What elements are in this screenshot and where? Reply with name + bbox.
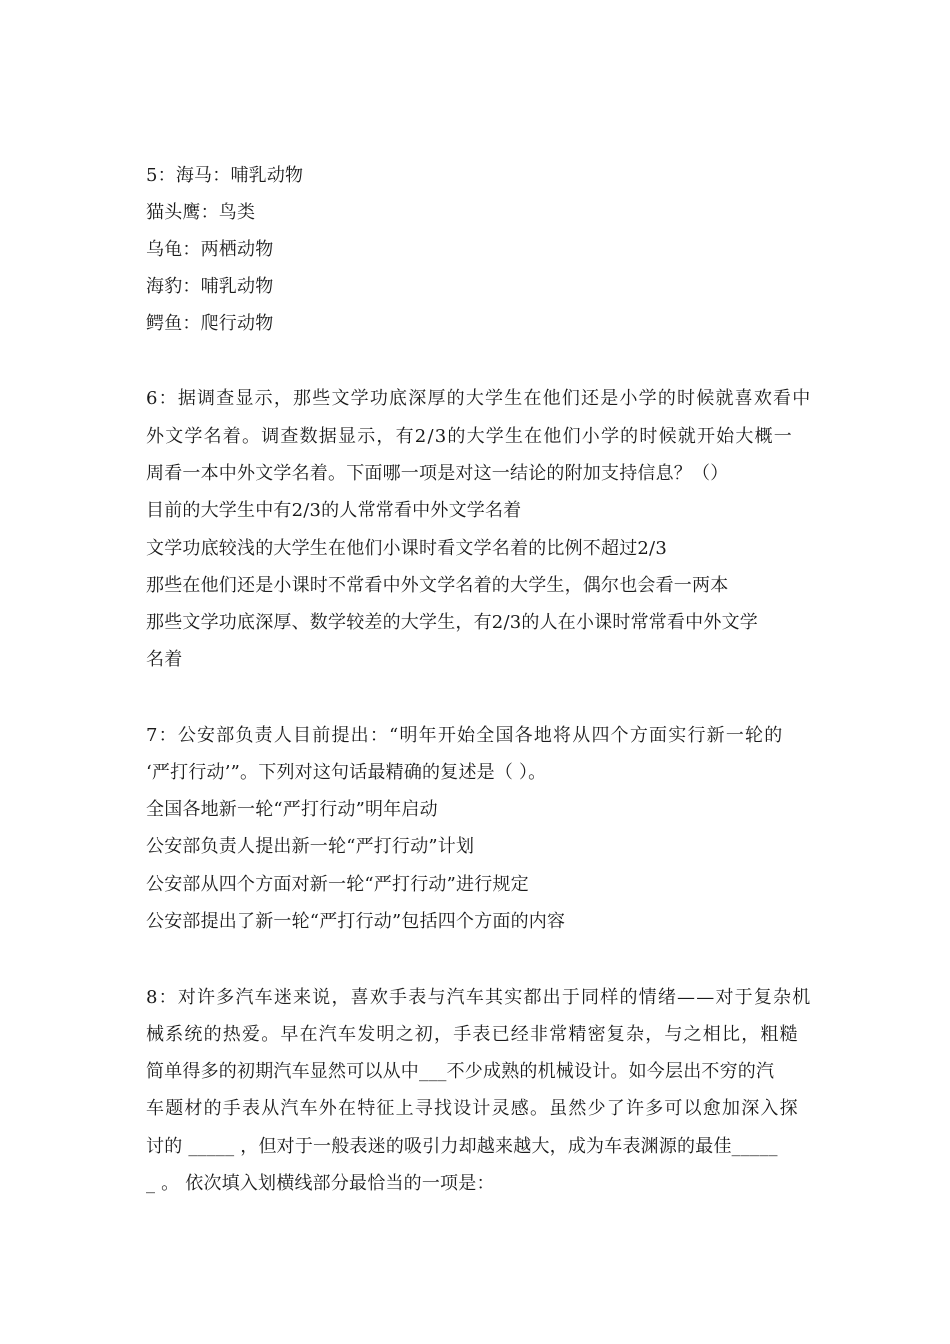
- q5-line-1: 5：海马：哺乳动物: [146, 165, 304, 186]
- q7-option-b: 公安部负责人提出新一轮“严打行动”计划: [146, 836, 475, 857]
- q6-option-b: 文学功底较浅的大学生在他们小课时看文学名着的比例不超过2/3: [146, 538, 667, 559]
- q6-line-2: 外文学名着。调查数据显示，有2/3的大学生在他们小学的时候就开始大概一: [146, 426, 793, 447]
- q5-line-4: 海豹：哺乳动物: [146, 276, 274, 297]
- q8-line-4: 车题材的手表从汽车外在特征上寻找设计灵感。虽然少了许多可以愈加深入探: [146, 1098, 799, 1119]
- q8-line-3: 简单得多的初期汽车显然可以从中___不少成熟的机械设计。如今层出不穷的汽: [146, 1061, 775, 1082]
- q6-line-3: 周看一本中外文学名着。下面哪一项是对这一结论的附加支持信息？（）: [146, 463, 729, 484]
- q7-option-a: 全国各地新一轮“严打行动”明年启动: [146, 799, 438, 820]
- q7-option-d: 公安部提出了新一轮“严打行动”包括四个方面的内容: [146, 911, 566, 932]
- q8-line-5: 讨的 _____ ，但对于一般表迷的吸引力却越来越大，成为车表渊源的最佳_____: [146, 1136, 778, 1157]
- q6-option-d: 那些文学功底深厚、数学较差的大学生，有2/3的人在小课时常常看中外文学: [146, 612, 758, 633]
- q8-line-6: _ 。 依次填入划横线部分最恰当的一项是：: [146, 1173, 495, 1194]
- q7-option-c: 公安部从四个方面对新一轮“严打行动”进行规定: [146, 874, 529, 895]
- q8-line-1: 8：对许多汽车迷来说，喜欢手表与汽车其实都出于同样的情绪——对于复杂机: [146, 987, 812, 1008]
- q6-option-d-cont: 名着: [146, 649, 183, 670]
- q7-line-2: ‘严打行动’”。下列对这句话最精确的复述是（ ）。: [146, 762, 547, 783]
- q5-line-2: 猫头鹰：鸟类: [146, 202, 256, 223]
- q7-line-1: 7：公安部负责人目前提出：“明年开始全国各地将从四个方面实行新一轮的: [146, 725, 784, 746]
- q8-line-2: 械系统的热爱。早在汽车发明之初，手表已经非常精密复杂，与之相比，粗糙: [146, 1024, 799, 1045]
- q6-line-1: 6：据调查显示，那些文学功底深厚的大学生在他们还是小学的时候就喜欢看中: [146, 388, 812, 409]
- q6-option-a: 目前的大学生中有2/3的人常常看中外文学名着: [146, 500, 522, 521]
- q6-option-c: 那些在他们还是小课时不常看中外文学名着的大学生，偶尔也会看一两本: [146, 575, 729, 596]
- q5-line-5: 鳄鱼：爬行动物: [146, 313, 274, 334]
- q5-line-3: 乌龟：两栖动物: [146, 239, 274, 260]
